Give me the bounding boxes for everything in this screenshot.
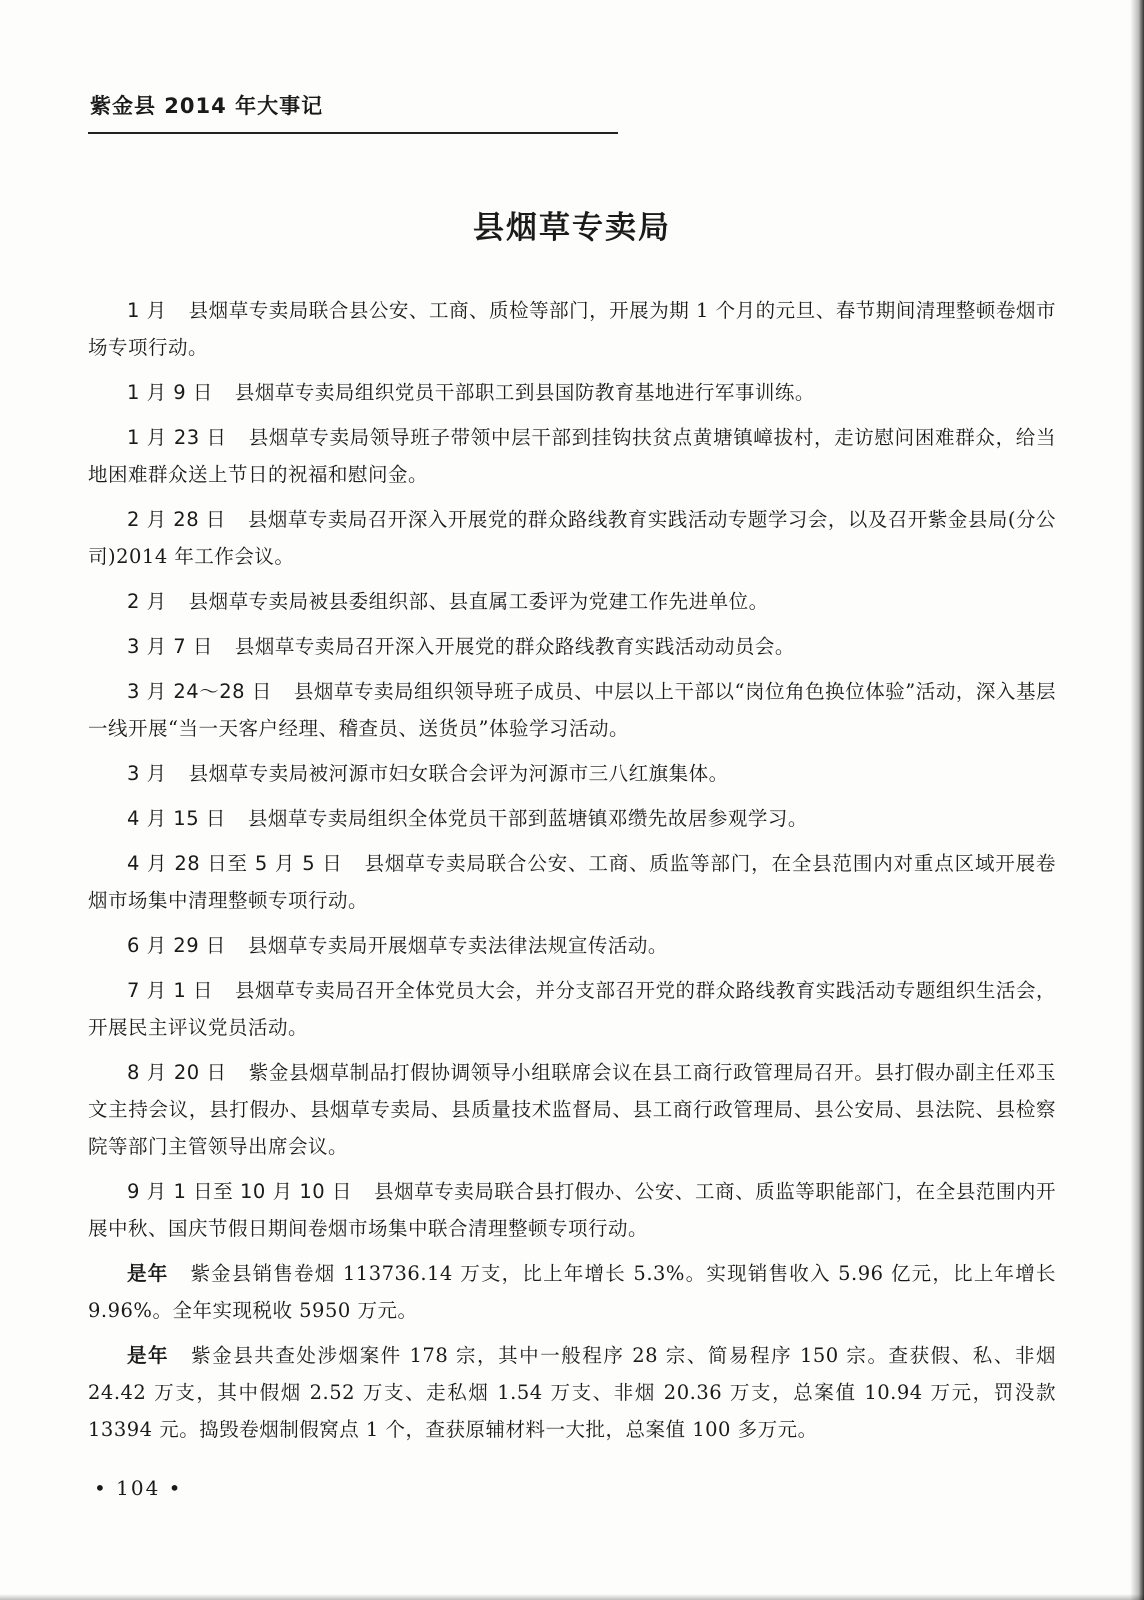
entry-text: 县烟草专卖局组织领导班子成员、中层以上干部以“岗位角色换位体验”活动，深入基层一线开展“当一天客户经理、稽查员、送货员”体验学习活动。 (88, 680, 1056, 740)
entry-date: 6 月 29 日 (127, 934, 226, 957)
entry-jan (88, 292, 1056, 366)
entry-jan-9 (88, 374, 1056, 411)
entry-date: 2 月 (127, 590, 167, 613)
entry-feb (88, 583, 1056, 620)
entry-text: 县烟草专卖局开展烟草专卖法律法规宣传活动。 (247, 934, 668, 957)
entry-apr-28-may-5 (88, 845, 1056, 919)
entry-text: 县烟草专卖局被河源市妇女联合会评为河源市三八红旗集体。 (188, 762, 729, 785)
scan-bottom-shadow (0, 1594, 1144, 1600)
header-rule (88, 132, 618, 134)
entry-text: 县烟草专卖局召开全体党员大会，并分支部召开党的群众路线教育实践活动专题组织生活会，开展民主评议党员活动。 (88, 979, 1056, 1039)
entry-date: 是年 (127, 1262, 169, 1285)
entry-mar-24-28 (88, 673, 1056, 747)
entry-apr-15 (88, 800, 1056, 837)
entry-text: 县烟草专卖局召开深入开展党的群众路线教育实践活动专题学习会，以及召开紫金县局(分公司)2014 年工作会议。 (88, 508, 1056, 568)
chronicle-entries (88, 292, 1056, 1456)
entry-text: 县烟草专卖局组织党员干部职工到县国防教育基地进行军事训练。 (234, 381, 815, 404)
entry-jun-29 (88, 927, 1056, 964)
entry-mar (88, 755, 1056, 792)
entry-date: 4 月 28 日至 5 月 5 日 (127, 852, 343, 875)
entry-date: 是年 (127, 1344, 170, 1367)
entry-sep-1-oct-10 (88, 1173, 1056, 1247)
entry-text: 县烟草专卖局领导班子带领中层干部到挂钩扶贫点黄塘镇嶂拔村，走访慰问困难群众，给当地困难群众送上节日的祝福和慰问金。 (88, 426, 1056, 486)
entry-date: 7 月 1 日 (127, 979, 214, 1002)
entry-date: 3 月 24～28 日 (127, 680, 272, 703)
entry-date: 1 月 23 日 (127, 426, 227, 449)
entry-text: 紫金县烟草制品打假协调领导小组联席会议在县工商行政管理局召开。县打假办副主任邓玉文主持会议，县打假办、县烟草专卖局、县质量技术监督局、县工商行政管理局、县公安局、县法院、县检察院等部门主管领导出席会议。 (88, 1061, 1056, 1158)
entry-date: 2 月 28 日 (127, 508, 226, 531)
entry-year-cases (88, 1337, 1056, 1448)
entry-date: 8 月 20 日 (127, 1061, 227, 1084)
entry-text: 紫金县销售卷烟 113736.14 万支，比上年增长 5.3%。实现销售收入 5.96 亿元，比上年增长 9.96%。全年实现税收 5950 万元。 (88, 1262, 1056, 1322)
entry-text: 县烟草专卖局联合公安、工商、质监等部门，在全县范围内对重点区域开展卷烟市场集中清理整顿专项行动。 (88, 852, 1056, 912)
entry-jul-1 (88, 972, 1056, 1046)
entry-text: 县烟草专卖局组织全体党员干部到蓝塘镇邓缵先故居参观学习。 (247, 807, 808, 830)
entry-feb-28 (88, 501, 1056, 575)
entry-date: 9 月 1 日至 10 月 10 日 (127, 1180, 353, 1203)
entry-mar-7 (88, 628, 1056, 665)
entry-date: 3 月 7 日 (127, 635, 213, 658)
entry-text: 县烟草专卖局联合县公安、工商、质检等部门，开展为期 1 个月的元旦、春节期间清理整顿卷烟市场专项行动。 (88, 299, 1056, 359)
entry-year-sales (88, 1255, 1056, 1329)
entry-jan-23 (88, 419, 1056, 493)
running-header: 紫金县 2014 年大事记 (90, 94, 324, 118)
entry-text: 县烟草专卖局召开深入开展党的群众路线教育实践活动动员会。 (234, 635, 795, 658)
entry-date: 1 月 (127, 299, 167, 322)
entry-text: 县烟草专卖局联合县打假办、公安、工商、质监等职能部门，在全县范围内开展中秋、国庆节假日期间卷烟市场集中联合清理整顿专项行动。 (88, 1180, 1056, 1240)
page-number: • 104 • (94, 1476, 183, 1500)
entry-text: 紫金县共查处涉烟案件 178 宗，其中一般程序 28 宗、简易程序 150 宗。查获假、私、非烟 24.42 万支，其中假烟 2.52 万支、走私烟 1.54 万支、非烟 20.36 万支，总案值 10.94 万元，罚没款 13394 元。捣毁卷烟制假窝点 1 个，查获原辅材料一大批，总案值 100 多万元。 (88, 1344, 1056, 1441)
entry-date: 4 月 15 日 (127, 807, 226, 830)
section-title: 县烟草专卖局 (473, 210, 671, 246)
entry-aug-20 (88, 1054, 1056, 1165)
entry-date: 3 月 (127, 762, 167, 785)
entry-date: 1 月 9 日 (127, 381, 213, 404)
entry-text: 县烟草专卖局被县委组织部、县直属工委评为党建工作先进单位。 (188, 590, 769, 613)
